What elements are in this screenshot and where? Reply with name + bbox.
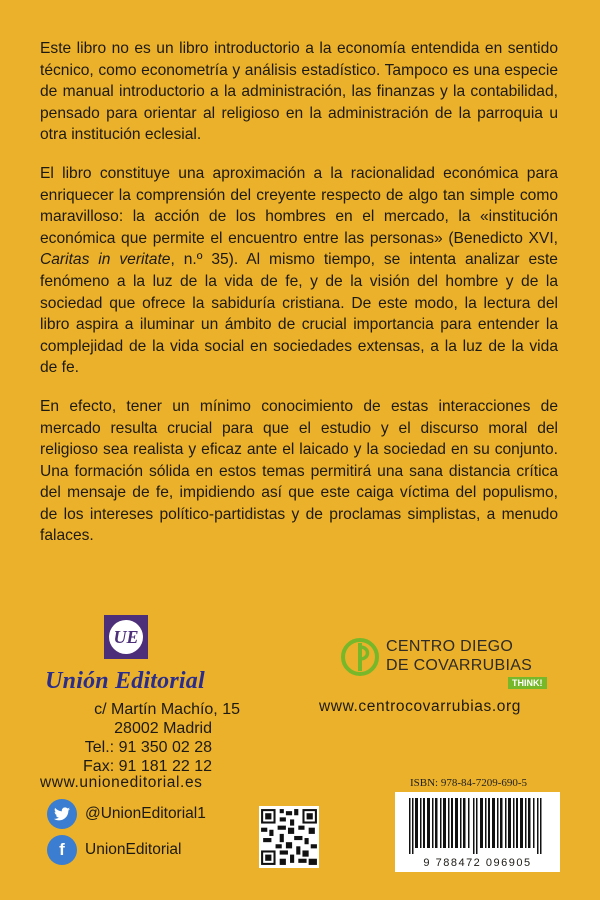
address-city: 28002 Madrid (114, 720, 212, 737)
centro-name-line2: DE COVARRUBIAS (386, 657, 533, 674)
think-badge: THINK! (508, 677, 547, 689)
blurb-paragraph-2: El libro constituye una aproximación a la racionalidad económica para enriquecer la comprensión del creyente respecto de algo tan simple como maravilloso: la acción de los hombres en el mercado, la «institución económica que permite el encuentro entre las personas» (Benedicto XVI, Caritas in veritate, n.º 35). Al mismo tiempo, se intenta analizar este fenómeno a la luz de la vida de fe, y de la visión del hombre y de la sociedad que ofrece la sabiduría cristiana. De este modo, la lectura del libro aspira a iluminar un ámbito de crucial importancia para entender la complejidad de la vida social en sociedades extensas, a la luz de la vida de fe. (40, 164, 558, 377)
facebook-icon: f (47, 835, 77, 865)
qr-code (259, 806, 319, 868)
barcode-number: 9 788472 096905 (423, 857, 532, 869)
centro-website[interactable]: www.centrocovarrubias.org (319, 698, 521, 715)
barcode (395, 792, 560, 872)
union-editorial-logo-mark: UE (109, 620, 143, 654)
blurb-paragraph-3: En efecto, tener un mínimo conocimiento de estas interacciones de mercado resulta crucial para que el estudio y el discurso moral del religioso sea realista y eficaz ante el laicado y la sociedad en su conjunto. Una formación sólida en estos temas permitirá una sana distancia crítica del mensaje de fe, impidiendo así que este caiga víctima del populismo, de los intereses político-partidistas y de proclamas simplistas, a menudo falaces. (40, 397, 558, 545)
publisher-fax: Fax: 91 181 22 12 (83, 758, 212, 775)
twitter-icon (47, 799, 77, 829)
centro-name-line1: CENTRO DIEGO (386, 638, 514, 655)
union-editorial-logo (104, 615, 148, 659)
barcode-bars (403, 798, 552, 854)
encyclical-title: Caritas in veritate (40, 251, 171, 269)
publisher-phone: Tel.: 91 350 02 28 (84, 739, 212, 756)
isbn-label: ISBN: 978-84-7209-690-5 (410, 777, 528, 789)
publisher-address (40, 700, 240, 776)
publisher-name: Unión Editorial (45, 668, 205, 694)
facebook-link[interactable] (47, 835, 182, 865)
twitter-handle: @UnionEditorial1 (85, 805, 206, 822)
centro-covarrubias-logo (340, 637, 380, 677)
publisher-website[interactable]: www.unioneditorial.es (40, 774, 203, 791)
blurb-paragraph-1: Este libro no es un libro introductorio a la economía entendida en sentido técnico, como econometría y análisis estadístico. Tampoco es una especie de manual introductorio a la administración, las finanzas y la contabilidad, pensado para orientar al religioso en la administración de la parroquia u otra institución eclesial. (40, 40, 558, 144)
address-street: c/ Martín Machío, 15 (94, 701, 240, 718)
facebook-handle: UnionEditorial (85, 841, 182, 858)
twitter-link[interactable] (47, 799, 206, 829)
back-cover-blurb (40, 38, 558, 564)
